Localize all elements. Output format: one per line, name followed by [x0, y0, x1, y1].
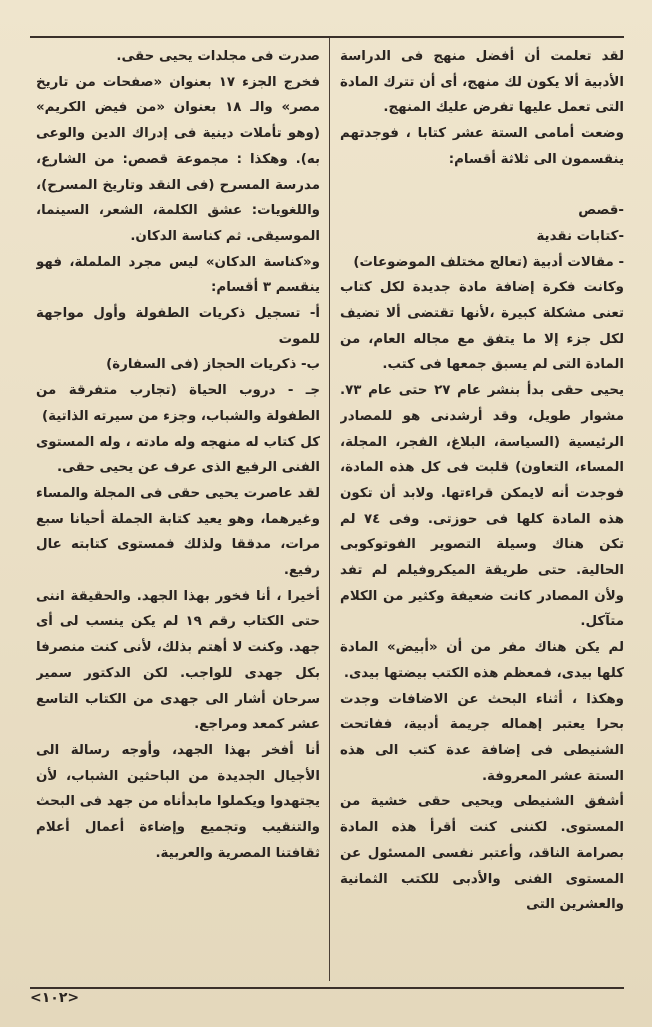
top-rule	[30, 36, 624, 38]
list-item: أ- تسجيل ذكريات الطفولة وأول مواجهة للموت	[36, 306, 320, 347]
paragraph: فخرج الجزء ١٧ بعنوان «صفحات من تاريخ مصر» والـ ١٨ بعنوان «من فيض الكريم» (وهو تأملات دينية فى إدراك الدين والوعى به). وهكذا : مجموعة قصص: من الشارع، مدرسة المسرح (فى النقد وتاريخ المسرح)، واللغويات: عشق الكلمة، الشعر، السينما، الموسيقى. ثم كناسة الدكان.	[36, 74, 320, 244]
paragraph: يحيى حقى بدأ بنشر عام ٢٧ حتى عام ٧٣. مشوار طويل، وقد أرشدنى هو للمصادر الرئيسية (السياسة، البلاغ، الفجر، المجلة، المساء، التعاون) قلبت فى كل هذه المادة، فوجدت أنه لايمكن قراءتها. ولابد أن تكون هذه المادة كلها فى حوزتى. وفى ٧٤ لم تكن هناك وسيلة التصوير الفوتوكوبى الحالية. حتى طريقة الميكروفيلم لم تفد ولأن المصادر كانت ضعيفة وكثير من الكلام متآكل.	[340, 383, 624, 630]
blank-line	[340, 173, 624, 199]
list-item: ب- ذكريات الحجاز (فى السفارة)	[106, 357, 320, 373]
paragraph: وكانت فكرة إضافة مادة جديدة لكل كتاب تعنى مشكلة كبيرة ،لأنها تقتضى ألا تضيف لكل جزء إلا ما يتفق مع مجاله العام، من المادة التى لم يسبق جمعها فى كتب.	[340, 280, 624, 373]
paragraph: أخيرا ، أنا فخور بهذا الجهد. والحقيقة اننى حتى الكتاب رقم ١٩ لم يكن ينسب لى أى جهد. وكنت لا أهتم بذلك، لأنى كنت منصرفا بكل جهدى للواجب. لكن الدكتور سمير سرحان أشار الى جهدى من الكتاب التاسع عشر كمعد ومراجع.	[36, 588, 320, 733]
list-item: -كتابات نقدية	[536, 228, 624, 244]
paragraph: لم يكن هناك مفر من أن «أبيض» المادة كلها بيدى، فمعظم هذه الكتب بيضتها بيدى.	[340, 640, 624, 681]
right-column	[340, 44, 624, 982]
list-item: جـ - دروب الحياة (تجارب متفرقة من الطفولة والشباب، وجزء من سيرته الذاتية)	[36, 383, 320, 424]
paragraph: كل كتاب له منهجه وله مادته ، وله المستوى الفنى الرفيع الذى عرف عن يحيى حقى.	[36, 434, 320, 476]
paragraph: أنا أفخر بهذا الجهد، وأوجه رسالة الى الأجيال الجديدة من الباحثين الشباب، لأن يجتهدوا ويكملوا مابدأناه من جهد فى البحث والتنقيب وتجميع وإضاءة أعمال أعلام ثقافتنا المصرية والعربية.	[36, 742, 320, 861]
paragraph: لقد تعلمت أن أفضل منهج فى الدراسة الأدبية ألا يكون لك منهج، أى أن تترك المادة التى تعمل عليها تفرض عليك المنهج.	[340, 49, 624, 116]
paragraph: لقد عاصرت يحيى حقى فى المجلة والمساء وغيرهما، وهو يعيد كتابة الجملة أحيانا سبع مرات، مدققا ولذلك فمستوى كتابته عال رفيع.	[36, 485, 320, 579]
paragraph: وضعت أمامى الستة عشر كتابا ، فوجدتهم ينقسمون الى ثلاثة أقسام:	[340, 126, 624, 167]
paragraph: وهكذا ، أثناء البحث عن الاضافات وجدت بحرا يعتبر إهماله جريمة أدبية، ففاتحت الشنيطى فى إضافة عدة كتب الى هذه الستة عشر المعروفة.	[340, 691, 624, 784]
paragraph: أشفق الشنيطى ويحيى حقى خشية من المستوى. لكننى كنت أقرأ هذه المادة بصرامة الناقد، وأعتبر نفسى المسئول عن المستوى الفنى والأدبى للكتب الثمانية والعشرين التى	[340, 794, 624, 913]
left-column	[36, 44, 320, 982]
page-number: <١٠٢>	[30, 990, 80, 1006]
list-item: - مقالات أدبية (تعالج مختلف الموضوعات)	[353, 254, 624, 270]
paragraph: و«كناسة الدكان» ليس مجرد الململة، فهو ينقسم ٣ أقسام:	[36, 254, 320, 296]
column-divider	[329, 38, 330, 981]
list-item: -قصص	[578, 203, 624, 219]
bottom-rule	[30, 987, 624, 989]
paragraph: صدرت فى مجلدات يحيى حقى.	[116, 49, 320, 64]
